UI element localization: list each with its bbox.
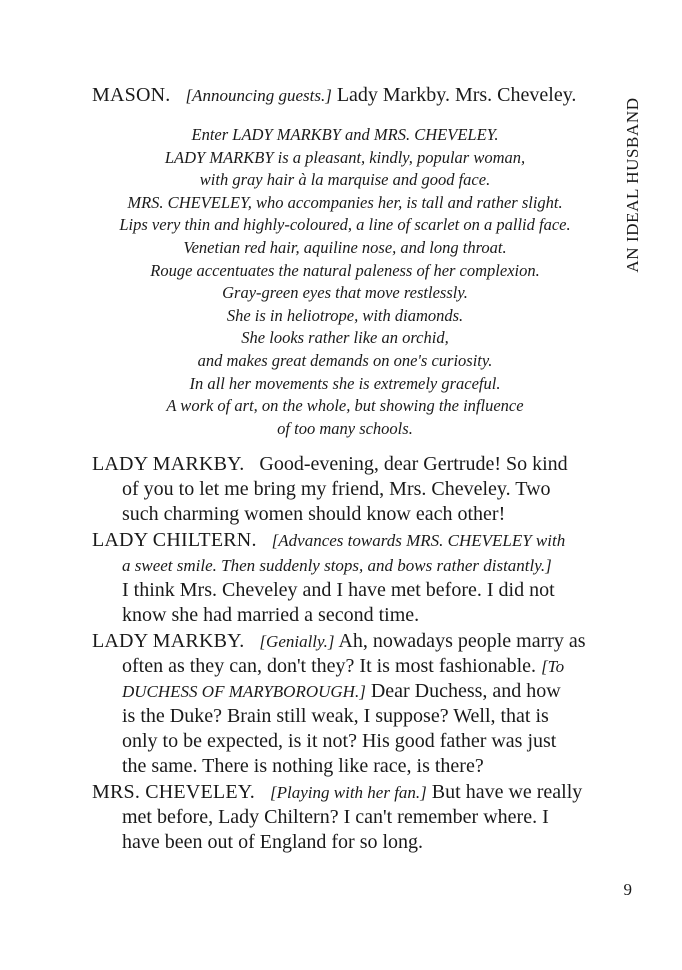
speech-mrs-cheveley <box>92 780 598 855</box>
stage-direction-line: She looks rather like an orchid, <box>241 328 449 348</box>
play-text <box>92 83 598 855</box>
stage-direction-line: Lips very thin and highly-coloured, a line of scarlet on a pallid face. <box>119 215 571 235</box>
running-title <box>603 85 663 285</box>
inline-stage-direction: [Announcing guests.] <box>185 86 332 105</box>
stage-direction-block <box>92 124 598 440</box>
spoken-text: have been out of England for so long. <box>122 831 424 854</box>
stage-direction-line: Rouge accentuates the natural paleness of her complexion. <box>150 260 540 280</box>
speech-mason <box>92 83 598 108</box>
speaker-name: MRS. CHEVELEY. <box>92 781 256 804</box>
spoken-text: Good-evening, dear Gertrude! So kind <box>259 453 568 476</box>
stage-direction-line: A work of art, on the whole, but showing the influence <box>166 396 524 416</box>
stage-direction-line: LADY MARKBY is a pleasant, kindly, popular woman, <box>164 147 526 167</box>
speech-line <box>92 502 598 527</box>
speech-line <box>92 578 598 603</box>
stage-direction-line: Gray-green eyes that move restlessly. <box>222 283 468 303</box>
speech-lady-chiltern <box>92 528 598 628</box>
stage-direction-line: She is in heliotrope, with diamonds. <box>226 305 464 325</box>
speech-line <box>92 805 598 830</box>
speech-line <box>92 754 598 779</box>
inline-stage-direction: a sweet smile. Then suddenly stops, and bows rather distantly.] <box>122 556 552 576</box>
stage-direction-line: Enter LADY MARKBY and MRS. CHEVELEY. <box>191 125 499 144</box>
spoken-text: only to be expected, is it not? His good father was just <box>122 730 557 753</box>
speaker-name: LADY MARKBY. <box>92 453 245 476</box>
speech-line <box>92 477 598 502</box>
page-number: 9 <box>623 880 632 899</box>
speech-line <box>92 704 598 729</box>
spoken-text: I think Mrs. Cheveley and I have met before. I did not <box>122 579 555 602</box>
speaker-name: LADY MARKBY. <box>92 630 245 653</box>
running-title-text: AN IDEAL HUSBAND <box>623 97 642 273</box>
speech-line <box>92 83 598 108</box>
speech-line <box>92 729 598 754</box>
inline-stage-direction: [Advances towards MRS. CHEVELEY with <box>271 531 566 551</box>
spoken-text: of you to let me bring my friend, Mrs. Cheveley. Two <box>122 478 551 501</box>
speech-line <box>92 603 598 628</box>
stage-direction-line: MRS. CHEVELEY, who accompanies her, is tall and rather slight. <box>127 192 563 212</box>
stage-direction-line: of too many schools. <box>277 418 413 438</box>
speech-lady-markby <box>92 452 598 527</box>
speech-line <box>92 452 598 477</box>
spoken-text: often as they can, don't they? It is most fashionable. <box>122 655 537 678</box>
speech-line <box>92 780 598 805</box>
spoken-text: know she had married a second time. <box>122 604 420 627</box>
inline-stage-direction: [Playing with her fan.] <box>270 783 427 803</box>
speech-line <box>92 654 598 679</box>
speech-line <box>92 679 598 704</box>
speech-lady-markby-2 <box>92 629 598 779</box>
stage-direction-line: Venetian red hair, aquiline nose, and long throat. <box>183 237 507 257</box>
inline-stage-direction: DUCHESS OF MARYBOROUGH.] <box>122 682 366 702</box>
spoken-text: Ah, nowadays people marry as <box>338 630 586 653</box>
stage-direction-line: In all her movements she is extremely graceful. <box>189 373 501 393</box>
stage-direction-line: and makes great demands on one's curiosity. <box>197 350 493 370</box>
spoken-text: the same. There is nothing like race, is there? <box>122 755 484 778</box>
inline-stage-direction: [To <box>541 657 565 677</box>
speaker-name: LADY CHILTERN. <box>92 529 257 552</box>
speaker-name: MASON. <box>92 84 171 106</box>
speech-line <box>92 528 598 553</box>
spoken-text: such charming women should know each other! <box>122 503 506 526</box>
spoken-text: met before, Lady Chiltern? I can't remember where. I <box>122 806 549 829</box>
dialogue <box>92 452 598 855</box>
spoken-text: Dear Duchess, and how <box>370 680 561 703</box>
spoken-text: Lady Markby. Mrs. Cheveley. <box>336 84 577 106</box>
spoken-text: is the Duke? Brain still weak, I suppose? Well, that is <box>122 705 549 728</box>
spoken-text: But have we really <box>431 781 583 804</box>
inline-stage-direction: [Genially.] <box>259 632 335 652</box>
speech-line <box>92 553 598 578</box>
stage-direction-line: with gray hair à la marquise and good face. <box>199 170 491 190</box>
speech-line <box>92 629 598 654</box>
speech-line <box>92 830 598 855</box>
